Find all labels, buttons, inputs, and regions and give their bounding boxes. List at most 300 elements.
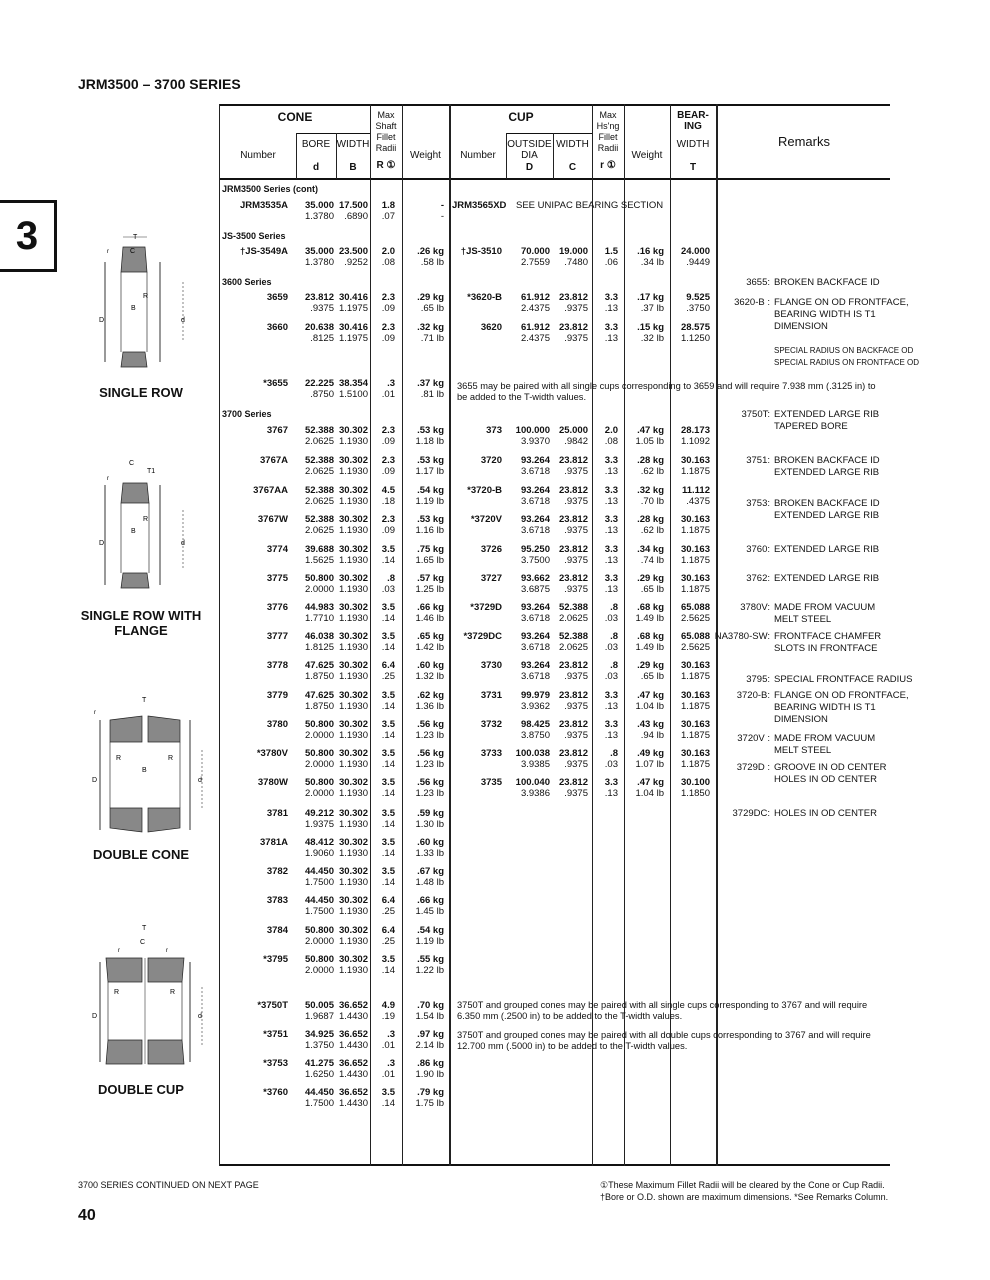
cell-cw: 23.812 <box>558 455 588 466</box>
cell-T: 1.1875 <box>680 584 710 595</box>
cell-od: 3.9385 <box>520 759 550 770</box>
cell-r: .8 <box>610 660 618 671</box>
cell-cone: 3780W <box>257 777 288 788</box>
cell-bore: 44.983 <box>304 602 334 613</box>
cell-od: 3.6718 <box>520 642 550 653</box>
cell-bw: 1.4430 <box>338 1040 368 1051</box>
cell-cwt: .70 lb <box>640 496 664 507</box>
cell-r: .13 <box>604 584 618 595</box>
dim-label: C <box>129 460 135 467</box>
dim-label: R <box>143 293 149 300</box>
cell-cw: .9375 <box>564 788 588 799</box>
cell-cone: 3774 <box>266 544 288 555</box>
sym-R: R ① <box>376 160 396 171</box>
cell-bore: 1.9687 <box>304 1011 334 1022</box>
cell-cwt: .47 kg <box>637 777 664 788</box>
cell-T: 30.100 <box>680 777 710 788</box>
cell-od: 61.912 <box>520 322 550 333</box>
cell-wt: 1.23 lb <box>415 788 444 799</box>
cell-bw: 17.500 <box>338 200 368 211</box>
cell-R: 3.5 <box>381 837 395 848</box>
remark-line: FRONTFACE CHAMFER <box>774 631 882 642</box>
cell-bw: 30.302 <box>338 748 368 759</box>
section-3600: 3600 Series <box>222 277 272 287</box>
remark-code: 3720V : <box>737 733 770 744</box>
cell-bw: 1.4430 <box>338 1011 368 1022</box>
cell-R: .3 <box>387 1029 395 1040</box>
remark-line: BEARING WIDTH IS T1 <box>774 702 876 713</box>
cell-bore: 1.7500 <box>304 906 334 917</box>
remark-line: BROKEN BACKFACE ID <box>774 277 880 288</box>
cell-bw: 1.1975 <box>338 303 368 314</box>
cell-r: 3.3 <box>604 485 618 496</box>
cell-cw: .9375 <box>564 671 588 682</box>
cell-T: 2.5625 <box>680 642 710 653</box>
cell-bw: 30.302 <box>338 660 368 671</box>
cell-bw: 36.652 <box>338 1000 368 1011</box>
cell-r: .03 <box>604 671 618 682</box>
cell-bore: 50.800 <box>304 925 334 936</box>
remark-line: MADE FROM VACUUM <box>774 602 876 613</box>
header-remarks: Remarks <box>777 134 830 149</box>
dim-label: T <box>133 234 138 241</box>
cell-cone: 3783 <box>266 895 288 906</box>
table-header-rule <box>220 178 890 180</box>
cell-R: .09 <box>381 333 395 344</box>
cell-cw: .9375 <box>564 333 588 344</box>
cell-wt: .71 lb <box>420 333 444 344</box>
cell-od: 2.4375 <box>520 303 550 314</box>
cell-cw: 25.000 <box>558 425 588 436</box>
sym-d: d <box>312 162 320 173</box>
cell-cup: 3727 <box>480 573 502 584</box>
table-row <box>220 246 890 276</box>
remark-line: SPECIAL RADIUS ON BACKFACE OD <box>774 346 914 355</box>
cell-od: 99.979 <box>520 690 550 701</box>
cell-T: .4375 <box>686 496 710 507</box>
cell-bw: 1.1930 <box>338 788 368 799</box>
cell-R: .14 <box>381 730 395 741</box>
footnote-symbols: †Bore or O.D. shown are maximum dimensions. *See Remarks Column. <box>600 1192 889 1202</box>
dim-label: T1 <box>147 468 156 475</box>
cell-od: 93.264 <box>520 485 550 496</box>
cell-bw: .9252 <box>344 257 368 268</box>
cell-wt: 1.23 lb <box>415 730 444 741</box>
cell-bore: 1.3750 <box>304 1040 334 1051</box>
cell-R: .01 <box>381 1040 395 1051</box>
dim-label: R <box>168 755 174 762</box>
remark-line: EXTENDED LARGE RIB <box>774 409 880 420</box>
cell-bore: 1.8125 <box>304 642 334 653</box>
dim-label: D <box>92 777 98 784</box>
cell-R: 1.8 <box>381 200 395 211</box>
cell-R: .3 <box>387 378 395 389</box>
cell-bore: 2.0000 <box>304 730 334 741</box>
header-bearing-width: WIDTH <box>676 139 710 150</box>
cell-R: 3.5 <box>381 631 395 642</box>
cell-R: .14 <box>381 848 395 859</box>
cell-cw: 19.000 <box>558 246 588 257</box>
cell-r: 3.3 <box>604 514 618 525</box>
dim-label: C <box>140 939 146 946</box>
remark-item <box>732 808 877 820</box>
cell-od: 93.264 <box>520 631 550 642</box>
cell-R: .01 <box>381 1069 395 1080</box>
cell-wt: 1.42 lb <box>415 642 444 653</box>
cell-R: .14 <box>381 819 395 830</box>
cell-bore: 52.388 <box>304 455 334 466</box>
footnote-radii: ①These Maximum Fillet Radii will be cleared by the Cone or Cup Radii. <box>600 1180 885 1190</box>
cell-wt: 1.33 lb <box>415 848 444 859</box>
cell-bw: 1.1930 <box>338 613 368 624</box>
cell-R: .18 <box>381 496 395 507</box>
cell-wt: .56 kg <box>417 719 444 730</box>
cell-wt: .56 kg <box>417 777 444 788</box>
remark-line: BEARING WIDTH IS T1 <box>774 309 876 320</box>
cell-R: 3.5 <box>381 866 395 877</box>
cell-R: .8 <box>387 573 395 584</box>
cell-bw: 30.302 <box>338 514 368 525</box>
cell-R: 2.3 <box>381 322 395 333</box>
cell-r: 3.3 <box>604 322 618 333</box>
dim-label: D <box>99 540 105 547</box>
remark-line: BROKEN BACKFACE ID <box>774 455 880 466</box>
dim-label: r <box>94 710 96 716</box>
cell-cwt: .94 lb <box>640 730 664 741</box>
cell-r: .13 <box>604 701 618 712</box>
cell-bw: 30.302 <box>338 925 368 936</box>
cell-r: .13 <box>604 555 618 566</box>
cell-wt: .29 kg <box>417 292 444 303</box>
cell-bore: 1.3780 <box>304 211 334 222</box>
cell-cwt: 1.05 lb <box>635 436 664 447</box>
cell-wt: .97 kg <box>417 1029 444 1040</box>
cell-bw: 1.4430 <box>338 1098 368 1109</box>
cell-T: 30.163 <box>680 544 710 555</box>
figure-label-single-row-flange: SINGLE ROW WITH FLANGE <box>80 608 202 638</box>
cell-R: 3.5 <box>381 719 395 730</box>
cell-cone: *3753 <box>263 1058 288 1069</box>
cell-wt: .66 kg <box>417 602 444 613</box>
remark-line: FLANGE ON OD FRONTFACE, <box>774 690 909 701</box>
cell-cw: 23.812 <box>558 573 588 584</box>
cell-r: .8 <box>610 602 618 613</box>
cell-wt: 1.32 lb <box>415 671 444 682</box>
cell-od: 98.425 <box>520 719 550 730</box>
cell-bore: 1.7500 <box>304 877 334 888</box>
cell-wt: .86 kg <box>417 1058 444 1069</box>
cell-od: 93.264 <box>520 602 550 613</box>
cell-R: .14 <box>381 1098 395 1109</box>
cell-R: 3.5 <box>381 748 395 759</box>
cell-cup: *3729DC <box>463 631 502 642</box>
header-width: WIDTH <box>336 139 370 150</box>
cell-bore: 50.800 <box>304 719 334 730</box>
sym-C: C <box>568 162 577 173</box>
cell-wt: 2.14 lb <box>415 1040 444 1051</box>
cell-R: .19 <box>381 1011 395 1022</box>
cell-cone: 3781 <box>266 808 288 819</box>
cell-r: 3.3 <box>604 455 618 466</box>
cell-bore: 46.038 <box>304 631 334 642</box>
cell-od: 3.9386 <box>520 788 550 799</box>
cell-cone: 3767AA <box>253 485 288 496</box>
single-row-flange-diagram <box>85 455 195 595</box>
cell-bore: 50.800 <box>304 777 334 788</box>
note-3750t-single: 3750T and grouped cones may be paired with all single cups corresponding to 3767 and will require 6.350 mm (.2500 in) to be added to the T-width values. <box>457 1000 868 1021</box>
cell-bw: 30.302 <box>338 690 368 701</box>
cell-bore: 44.450 <box>304 895 334 906</box>
cell-cone: JRM3535A <box>239 200 288 211</box>
cell-od: 3.7500 <box>520 555 550 566</box>
cell-wt: 1.30 lb <box>415 819 444 830</box>
cell-T: 28.575 <box>680 322 710 333</box>
cell-wt: 1.48 lb <box>415 877 444 888</box>
cell-cw: .9375 <box>564 730 588 741</box>
cell-cw: .9375 <box>564 555 588 566</box>
cell-cone: 3775 <box>266 573 288 584</box>
header-bore: BORE <box>301 139 331 150</box>
cell-cw: 23.812 <box>558 322 588 333</box>
cell-cw: 23.812 <box>558 690 588 701</box>
cell-wt: 1.54 lb <box>415 1011 444 1022</box>
cell-wt: 1.25 lb <box>415 584 444 595</box>
remark-item <box>737 733 876 757</box>
cell-T: 30.163 <box>680 455 710 466</box>
cell-bw: 30.302 <box>338 777 368 788</box>
cell-cw: .9375 <box>564 466 588 477</box>
table-row <box>220 1087 890 1117</box>
cell-wt: 1.90 lb <box>415 1069 444 1080</box>
cell-r: .13 <box>604 496 618 507</box>
cell-R: 2.0 <box>381 246 395 257</box>
cell-R: .03 <box>381 584 395 595</box>
remark-item <box>774 345 919 369</box>
section-3700: 3700 Series <box>222 409 272 419</box>
cell-od: 100.040 <box>515 777 550 788</box>
cell-r: 3.3 <box>604 777 618 788</box>
cell-bw: 1.1930 <box>338 906 368 917</box>
cell-T: 30.163 <box>680 690 710 701</box>
cell-cwt: .28 kg <box>637 514 664 525</box>
cell-T: 65.088 <box>680 631 710 642</box>
cell-od: SEE UNIPAC BEARING SECTION <box>516 200 664 211</box>
cell-T: 1.1875 <box>680 730 710 741</box>
cell-R: 2.3 <box>381 455 395 466</box>
cell-cw: 23.812 <box>558 719 588 730</box>
remark-item <box>736 762 887 786</box>
table-top-rule <box>220 104 890 106</box>
cone-subrule <box>296 133 370 134</box>
cell-bore: 2.0000 <box>304 584 334 595</box>
cell-cone: 3767A <box>260 455 288 466</box>
cell-cwt: .34 kg <box>637 544 664 555</box>
remark-item <box>714 631 882 655</box>
cell-cw: 23.812 <box>558 660 588 671</box>
cell-bw: 30.302 <box>338 485 368 496</box>
cell-bore: 47.625 <box>304 660 334 671</box>
remark-line: EXTENDED LARGE RIB <box>774 510 880 521</box>
header-cup-width: WIDTH <box>556 139 589 150</box>
cell-cw: 23.812 <box>558 544 588 555</box>
cell-bore: 50.005 <box>304 1000 334 1011</box>
remark-code: 3655: <box>746 277 770 288</box>
cell-bore: 41.275 <box>304 1058 334 1069</box>
cell-cwt: 1.04 lb <box>635 701 664 712</box>
cell-cup: 3720 <box>480 455 502 466</box>
cell-od: 2.4375 <box>520 333 550 344</box>
cell-wt: 1.36 lb <box>415 701 444 712</box>
cell-T: .9449 <box>686 257 710 268</box>
cell-wt: - <box>440 200 444 211</box>
cell-bw: 30.302 <box>338 573 368 584</box>
cell-bw: 1.1930 <box>338 730 368 741</box>
cell-bw: 1.1930 <box>338 965 368 976</box>
cell-bore: 1.9375 <box>304 819 334 830</box>
page-title: JRM3500 – 3700 SERIES <box>78 76 241 92</box>
cell-R: .14 <box>381 613 395 624</box>
cell-od: 93.264 <box>520 455 550 466</box>
cell-cwt: .47 kg <box>637 690 664 701</box>
cell-cwt: .62 lb <box>640 525 664 536</box>
table-row <box>220 895 890 925</box>
cell-bw: 30.416 <box>338 292 368 303</box>
cell-cw: .9375 <box>564 496 588 507</box>
cell-cw: 23.812 <box>558 485 588 496</box>
dim-label: d <box>181 540 185 547</box>
cell-r: 3.3 <box>604 544 618 555</box>
remark-item <box>746 674 913 686</box>
sym-r: r ① <box>600 160 616 171</box>
table-row <box>220 925 890 955</box>
cell-cone: 3659 <box>266 292 288 303</box>
cell-bw: 30.302 <box>338 602 368 613</box>
section-js3500: JS-3500 Series <box>222 231 286 241</box>
cell-wt: .59 kg <box>417 808 444 819</box>
cell-wt: .56 kg <box>417 748 444 759</box>
cell-r: .13 <box>604 525 618 536</box>
cell-cw: 52.388 <box>558 602 588 613</box>
dim-label: D <box>99 317 105 324</box>
cell-cup: *3720V <box>470 514 502 525</box>
cell-bore: 2.0000 <box>304 965 334 976</box>
cell-cw: 2.0625 <box>558 613 588 624</box>
cell-R: .14 <box>381 965 395 976</box>
cell-cwt: .65 lb <box>640 671 664 682</box>
cell-bore: 49.212 <box>304 808 334 819</box>
cell-cup: 3620 <box>480 322 502 333</box>
cell-bw: 30.302 <box>338 455 368 466</box>
cell-od: 93.264 <box>520 514 550 525</box>
remark-code: 3795: <box>746 674 770 685</box>
cell-R: .14 <box>381 877 395 888</box>
cell-bw: 1.1930 <box>338 436 368 447</box>
cell-wt: .55 kg <box>417 954 444 965</box>
cell-cone: 3784 <box>266 925 288 936</box>
cell-r: .03 <box>604 759 618 770</box>
header-max-shaft: Max Shaft Fillet Radii <box>375 110 397 153</box>
table-row <box>220 837 890 867</box>
cell-R: .14 <box>381 788 395 799</box>
sym-T: T <box>689 162 697 173</box>
cell-bw: 38.354 <box>338 378 368 389</box>
cell-wt: .53 kg <box>417 425 444 436</box>
remark-line: MELT STEEL <box>774 614 832 625</box>
cell-R: 6.4 <box>381 660 395 671</box>
cell-bore: 2.0625 <box>304 525 334 536</box>
cell-R: .25 <box>381 906 395 917</box>
header-cup-number: Number <box>460 150 496 161</box>
cell-bw: 30.302 <box>338 544 368 555</box>
cell-bw: 1.1930 <box>338 525 368 536</box>
cell-R: 3.5 <box>381 544 395 555</box>
cell-cwt: 1.49 lb <box>635 613 664 624</box>
cell-cone: 3780 <box>266 719 288 730</box>
remark-item <box>746 277 880 289</box>
note-3655: 3655 may be paired with all single cups corresponding to 3659 and will require 7.938 mm (.3125 in) to be added to the T-width values. <box>457 381 876 402</box>
remark-line: BROKEN BACKFACE ID <box>774 498 880 509</box>
cell-bore: 1.8750 <box>304 671 334 682</box>
cell-od: 3.9362 <box>520 701 550 712</box>
remark-item <box>746 498 880 522</box>
cell-T: 1.1875 <box>680 466 710 477</box>
figure-label-double-cone: DOUBLE CONE <box>92 847 190 862</box>
cell-wt: 1.19 lb <box>415 936 444 947</box>
cell-T: 30.163 <box>680 514 710 525</box>
cell-R: .3 <box>387 1058 395 1069</box>
cell-R: 2.3 <box>381 514 395 525</box>
cell-wt: .54 kg <box>417 485 444 496</box>
remark-line: EXTENDED LARGE RIB <box>774 573 880 584</box>
cell-T: 11.112 <box>681 485 710 496</box>
cell-cone: *3780V <box>256 748 288 759</box>
cell-bore: .8125 <box>310 333 334 344</box>
cell-cwt: .16 kg <box>637 246 664 257</box>
dim-label: r <box>118 948 120 954</box>
cell-R: 3.5 <box>381 954 395 965</box>
cell-od: 3.6718 <box>520 525 550 536</box>
cell-cone: 3767W <box>257 514 288 525</box>
cell-R: .25 <box>381 671 395 682</box>
cell-R: 4.5 <box>381 485 395 496</box>
cell-bw: 1.4430 <box>338 1069 368 1080</box>
cell-R: .07 <box>381 211 395 222</box>
remark-line: SPECIAL FRONTFACE RADIUS <box>774 674 913 685</box>
cell-bore: 1.7500 <box>304 1098 334 1109</box>
cell-cwt: .15 kg <box>637 322 664 333</box>
cell-T: 1.1875 <box>680 759 710 770</box>
cell-cw: 2.0625 <box>558 642 588 653</box>
cell-cw: .9375 <box>564 303 588 314</box>
cell-wt: .67 kg <box>417 866 444 877</box>
cell-cw: .9375 <box>564 701 588 712</box>
cell-cup: *3620-B <box>467 292 502 303</box>
cell-cwt: .34 lb <box>640 257 664 268</box>
remark-code: 3620-B : <box>734 297 770 308</box>
cell-cw: .9375 <box>564 584 588 595</box>
remark-item <box>734 297 909 333</box>
dim-label: R <box>116 755 122 762</box>
cell-bore: 44.450 <box>304 866 334 877</box>
cell-cone: *3655 <box>263 378 288 389</box>
cell-cw: .7480 <box>564 257 588 268</box>
cell-T: 24.000 <box>680 246 710 257</box>
double-cone-diagram <box>80 690 210 840</box>
cell-bw: 1.1930 <box>338 642 368 653</box>
cell-cup: †JS-3510 <box>460 246 502 257</box>
cell-bw: 36.652 <box>338 1058 368 1069</box>
cell-bore: 50.800 <box>304 573 334 584</box>
